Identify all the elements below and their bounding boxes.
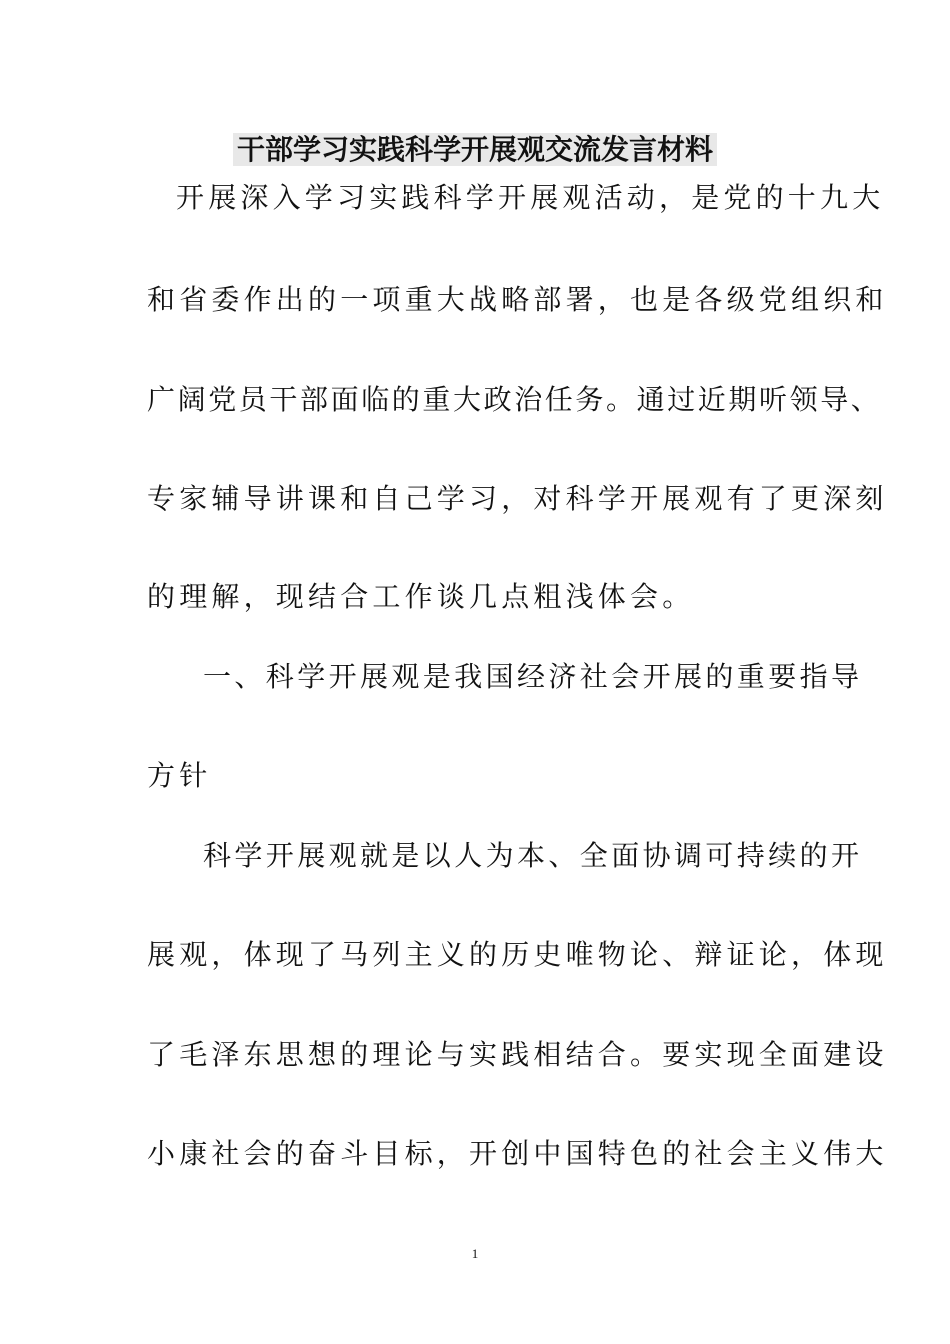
section-heading-line: 一、科学开展观是我国经济社会开展的重要指导 <box>203 660 863 693</box>
paragraph-line: 和省委作出的一项重大战略部署，也是各级党组织和 <box>147 283 888 316</box>
paragraph-line: 科学开展观就是以人为本、全面协调可持续的开 <box>203 839 863 872</box>
document-title <box>0 130 950 170</box>
paragraph-line: 的理解，现结合工作谈几点粗浅体会。 <box>147 580 695 613</box>
paragraph-line: 了毛泽东思想的理论与实践相结合。要实现全面建设 <box>147 1038 888 1071</box>
paragraph-line: 展观，体现了马列主义的历史唯物论、辩证论，体现 <box>147 938 888 971</box>
document-title-text: 干部学习实践科学开展观交流发言材料 <box>233 133 717 166</box>
paragraph-line: 开展深入学习实践科学开展观活动，是党的十九大 <box>176 181 885 214</box>
paragraph-line: 专家辅导讲课和自己学习，对科学开展观有了更深刻 <box>147 482 888 515</box>
paragraph-line: 广阔党员干部面临的重大政治任务。通过近期听领导、 <box>147 383 882 416</box>
paragraph-line: 小康社会的奋斗目标，开创中国特色的社会主义伟大 <box>147 1137 888 1170</box>
section-heading-line: 方针 <box>147 759 212 792</box>
page-number: 1 <box>471 1246 479 1261</box>
